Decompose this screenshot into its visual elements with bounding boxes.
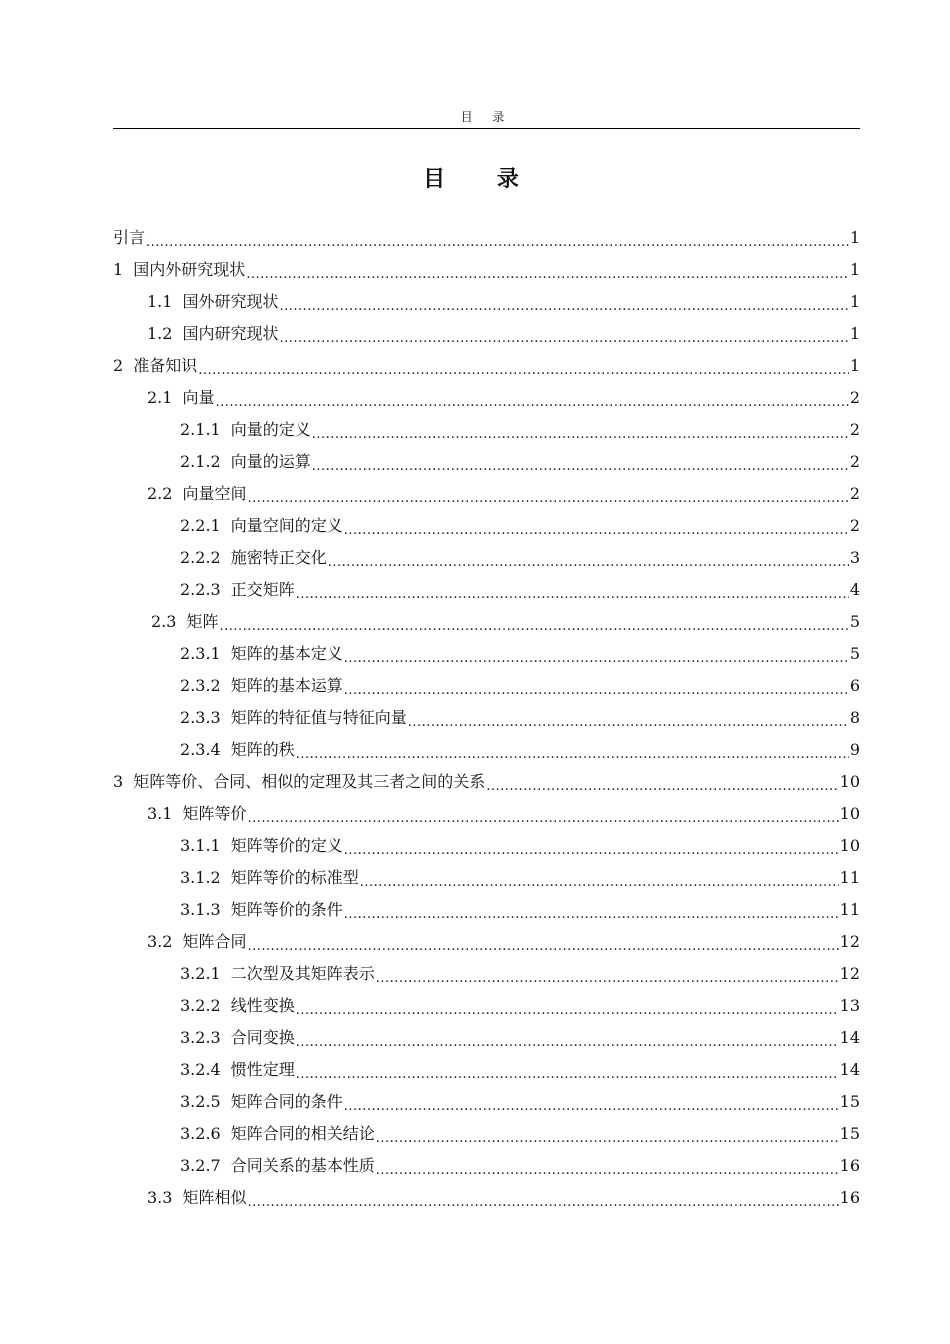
toc-entry-page-number: 15 bbox=[839, 1124, 860, 1143]
toc-entry-number: 3.2.7 bbox=[180, 1156, 221, 1175]
toc-entry-title: 正交矩阵 bbox=[230, 580, 295, 599]
toc-entry-number: 1.1 bbox=[147, 292, 173, 311]
toc-entry-page-number: 1 bbox=[849, 260, 860, 279]
dot-leader bbox=[146, 228, 849, 254]
toc-entry[interactable] bbox=[113, 478, 860, 510]
toc-entry-page-number: 1 bbox=[849, 292, 860, 311]
dot-leader bbox=[296, 996, 839, 1022]
toc-entry-title: 二次型及其矩阵表示 bbox=[230, 964, 375, 983]
toc-entry-page-number: 5 bbox=[849, 612, 860, 631]
toc-entry[interactable] bbox=[113, 1022, 860, 1054]
toc-entry-page-number: 2 bbox=[849, 452, 860, 471]
toc-entry-title: 矩阵合同 bbox=[182, 932, 247, 951]
toc-entry-number: 3.1.1 bbox=[180, 836, 221, 855]
toc-entry[interactable] bbox=[113, 318, 860, 350]
toc-entry[interactable] bbox=[113, 734, 860, 766]
toc-entry-number: 2.1.2 bbox=[180, 452, 221, 471]
toc-entry[interactable] bbox=[113, 542, 860, 574]
toc-entry[interactable] bbox=[113, 798, 860, 830]
toc-entry-page-number: 2 bbox=[849, 420, 860, 439]
toc-entry-number: 2.2.2 bbox=[180, 548, 221, 567]
toc-entry-title: 矩阵等价的条件 bbox=[230, 900, 343, 919]
toc-entry-page-number: 16 bbox=[839, 1188, 860, 1207]
toc-entry[interactable] bbox=[113, 1150, 860, 1182]
toc-entry-number: 2.1.1 bbox=[180, 420, 221, 439]
toc-entry-title: 国内外研究现状 bbox=[133, 260, 246, 279]
toc-entry[interactable] bbox=[113, 862, 860, 894]
toc-entry-number: 3.2.1 bbox=[180, 964, 221, 983]
toc-entry-title: 矩阵的特征值与特征向量 bbox=[230, 708, 407, 727]
running-header: 目 录 bbox=[460, 110, 513, 124]
dot-leader bbox=[360, 868, 839, 894]
dot-leader bbox=[296, 740, 849, 766]
toc-entry-number: 2 bbox=[113, 356, 124, 375]
toc-entry[interactable] bbox=[113, 254, 860, 286]
toc-entry[interactable] bbox=[113, 958, 860, 990]
dot-leader bbox=[344, 1092, 839, 1118]
toc-entry-page-number: 11 bbox=[839, 868, 860, 887]
toc-entry-number: 2.3.4 bbox=[180, 740, 221, 759]
dot-leader bbox=[376, 1124, 839, 1150]
toc-entry-page-number: 4 bbox=[849, 580, 860, 599]
toc-entry-page-number: 2 bbox=[849, 516, 860, 535]
table-of-contents bbox=[113, 222, 860, 1214]
toc-entry-page-number: 3 bbox=[849, 548, 860, 567]
header-rule bbox=[113, 128, 860, 129]
toc-entry-number: 3.2.6 bbox=[180, 1124, 221, 1143]
toc-entry-title: 矩阵的秩 bbox=[230, 740, 295, 759]
toc-entry[interactable] bbox=[113, 606, 860, 638]
dot-leader bbox=[376, 964, 839, 990]
toc-entry-number: 1 bbox=[113, 260, 124, 279]
toc-entry[interactable] bbox=[113, 574, 860, 606]
dot-leader bbox=[247, 932, 838, 958]
toc-entry-page-number: 13 bbox=[839, 996, 860, 1015]
toc-entry-title: 向量空间的定义 bbox=[230, 516, 343, 535]
toc-entry-page-number: 2 bbox=[849, 484, 860, 503]
page-title: 目 录 bbox=[423, 167, 541, 192]
dot-leader bbox=[344, 836, 839, 862]
toc-entry-number: 2.1 bbox=[147, 388, 173, 407]
toc-entry-title: 矩阵相似 bbox=[182, 1188, 247, 1207]
toc-entry[interactable] bbox=[113, 510, 860, 542]
toc-entry-number: 3.2.4 bbox=[180, 1060, 221, 1079]
dot-leader bbox=[219, 612, 848, 638]
dot-leader bbox=[279, 292, 848, 318]
toc-entry-title: 线性变换 bbox=[230, 996, 295, 1015]
toc-entry-title: 惯性定理 bbox=[230, 1060, 295, 1079]
toc-entry-page-number: 2 bbox=[849, 388, 860, 407]
toc-entry-title: 矩阵等价的标准型 bbox=[230, 868, 359, 887]
toc-entry[interactable] bbox=[113, 926, 860, 958]
toc-entry-page-number: 1 bbox=[849, 324, 860, 343]
toc-entry[interactable] bbox=[113, 702, 860, 734]
toc-entry-number: 2.2.1 bbox=[180, 516, 221, 535]
toc-entry-number: 3 bbox=[113, 772, 124, 791]
toc-entry[interactable] bbox=[113, 414, 860, 446]
toc-entry-page-number: 5 bbox=[849, 644, 860, 663]
toc-entry-number: 2.3 bbox=[151, 612, 177, 631]
toc-entry-number: 3.1.2 bbox=[180, 868, 221, 887]
toc-entry-page-number: 16 bbox=[839, 1156, 860, 1175]
dot-leader bbox=[198, 356, 849, 382]
dot-leader bbox=[296, 580, 849, 606]
toc-entry-page-number: 10 bbox=[839, 836, 860, 855]
toc-entry[interactable] bbox=[113, 1086, 860, 1118]
toc-entry-title: 向量的定义 bbox=[230, 420, 311, 439]
toc-entry-page-number: 12 bbox=[839, 932, 860, 951]
dot-leader bbox=[408, 708, 849, 734]
toc-entry-title: 矩阵的基本定义 bbox=[230, 644, 343, 663]
toc-entry-number: 3.2.3 bbox=[180, 1028, 221, 1047]
toc-entry-number: 2.2 bbox=[147, 484, 173, 503]
toc-entry[interactable] bbox=[113, 350, 860, 382]
toc-entry[interactable] bbox=[113, 766, 860, 798]
toc-entry[interactable] bbox=[113, 638, 860, 670]
toc-entry-title: 矩阵 bbox=[186, 612, 219, 631]
toc-entry-number: 2.2.3 bbox=[180, 580, 221, 599]
dot-leader bbox=[312, 452, 849, 478]
dot-leader bbox=[246, 260, 849, 286]
toc-entry-title: 向量 bbox=[182, 388, 215, 407]
toc-entry-title: 国外研究现状 bbox=[182, 292, 279, 311]
toc-entry[interactable] bbox=[113, 1182, 860, 1214]
toc-entry-title: 国内研究现状 bbox=[182, 324, 279, 343]
toc-entry-number: 3.3 bbox=[147, 1188, 173, 1207]
toc-entry[interactable] bbox=[113, 286, 860, 318]
dot-leader bbox=[344, 900, 839, 926]
dot-leader bbox=[344, 516, 849, 542]
toc-entry-number: 3.1 bbox=[147, 804, 173, 823]
dot-leader bbox=[344, 676, 849, 702]
toc-entry[interactable] bbox=[113, 222, 860, 254]
dot-leader bbox=[296, 1028, 839, 1054]
toc-entry-number: 2.3.2 bbox=[180, 676, 221, 695]
toc-entry-title: 合同变换 bbox=[230, 1028, 295, 1047]
toc-entry-number: 1.2 bbox=[147, 324, 173, 343]
dot-leader bbox=[296, 1060, 839, 1086]
toc-entry-title: 引言 bbox=[113, 228, 146, 247]
toc-entry-page-number: 11 bbox=[839, 900, 860, 919]
dot-leader bbox=[344, 644, 849, 670]
toc-entry-page-number: 6 bbox=[849, 676, 860, 695]
dot-leader bbox=[328, 548, 849, 574]
toc-entry-title: 准备知识 bbox=[133, 356, 198, 375]
toc-entry-page-number: 10 bbox=[839, 804, 860, 823]
toc-entry-number: 3.2.5 bbox=[180, 1092, 221, 1111]
toc-entry[interactable] bbox=[113, 382, 860, 414]
toc-entry-title: 矩阵等价 bbox=[182, 804, 247, 823]
toc-entry-title: 矩阵等价的定义 bbox=[230, 836, 343, 855]
toc-entry-page-number: 15 bbox=[839, 1092, 860, 1111]
toc-entry-number: 3.2.2 bbox=[180, 996, 221, 1015]
toc-entry-title: 矩阵合同的条件 bbox=[230, 1092, 343, 1111]
toc-entry-page-number: 10 bbox=[839, 772, 860, 791]
toc-entry-title: 矩阵的基本运算 bbox=[230, 676, 343, 695]
toc-entry-title: 向量的运算 bbox=[230, 452, 311, 471]
toc-entry[interactable] bbox=[113, 1118, 860, 1150]
toc-entry-page-number: 1 bbox=[849, 356, 860, 375]
toc-entry-title: 向量空间 bbox=[182, 484, 247, 503]
toc-entry-number: 3.2 bbox=[147, 932, 173, 951]
toc-entry[interactable] bbox=[113, 894, 860, 926]
toc-entry[interactable] bbox=[113, 1054, 860, 1086]
toc-entry-page-number: 8 bbox=[849, 708, 860, 727]
toc-entry-page-number: 12 bbox=[839, 964, 860, 983]
toc-entry-title: 矩阵合同的相关结论 bbox=[230, 1124, 375, 1143]
dot-leader bbox=[376, 1156, 839, 1182]
toc-entry[interactable] bbox=[113, 830, 860, 862]
dot-leader bbox=[247, 804, 838, 830]
dot-leader bbox=[247, 484, 848, 510]
toc-entry-page-number: 9 bbox=[849, 740, 860, 759]
dot-leader bbox=[215, 388, 848, 414]
toc-entry-title: 矩阵等价、合同、相似的定理及其三者之间的关系 bbox=[133, 772, 486, 791]
dot-leader bbox=[247, 1188, 838, 1214]
toc-entry[interactable] bbox=[113, 670, 860, 702]
toc-entry[interactable] bbox=[113, 446, 860, 478]
toc-entry-number: 2.3.1 bbox=[180, 644, 221, 663]
dot-leader bbox=[312, 420, 849, 446]
dot-leader bbox=[486, 772, 838, 798]
toc-entry-number: 3.1.3 bbox=[180, 900, 221, 919]
toc-entry-title: 施密特正交化 bbox=[230, 548, 327, 567]
dot-leader bbox=[279, 324, 848, 350]
toc-entry-title: 合同关系的基本性质 bbox=[230, 1156, 375, 1175]
toc-entry-page-number: 14 bbox=[839, 1028, 860, 1047]
toc-entry-page-number: 14 bbox=[839, 1060, 860, 1079]
toc-entry-page-number: 1 bbox=[849, 228, 860, 247]
toc-entry-number: 2.3.3 bbox=[180, 708, 221, 727]
toc-entry[interactable] bbox=[113, 990, 860, 1022]
